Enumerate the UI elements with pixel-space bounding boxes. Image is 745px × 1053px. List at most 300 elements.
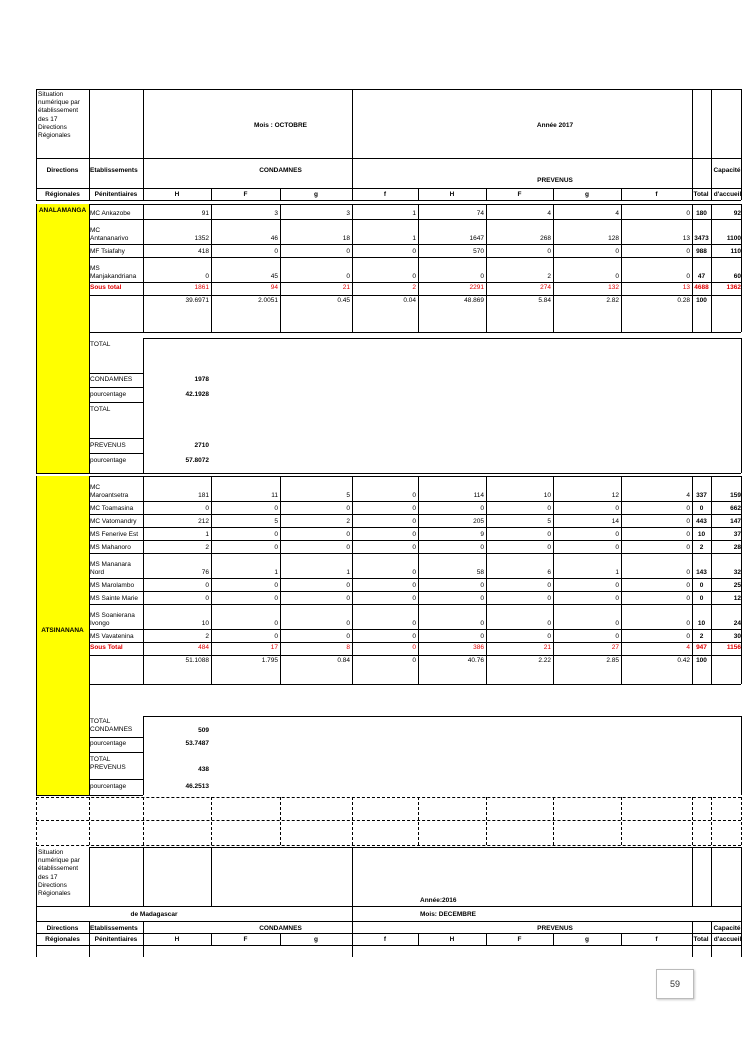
value-cell: 0 xyxy=(346,273,350,280)
value-cell: 570 xyxy=(473,248,484,255)
rule-line xyxy=(36,553,37,578)
percent-total: 100 xyxy=(696,297,707,304)
rule-line xyxy=(36,332,37,473)
summary-value: 53.7487 xyxy=(185,740,209,747)
rule-line xyxy=(143,89,144,200)
summary-label: TOTAL xyxy=(90,406,111,413)
capacite-header: Capacité xyxy=(713,167,741,174)
rule-line xyxy=(741,527,742,540)
establishment-name: MS Vavatenina xyxy=(90,632,134,640)
rule-line xyxy=(741,244,742,257)
rule-line xyxy=(89,604,741,605)
rule-line xyxy=(89,295,741,296)
value-cell: 0 xyxy=(480,544,484,551)
rule-line xyxy=(352,89,353,200)
value-cell: 45 xyxy=(270,273,278,280)
col-header-2: F xyxy=(243,936,248,943)
percent-cell: 2.82 xyxy=(606,297,619,304)
value-cell: 0 xyxy=(686,505,690,512)
value-cell: 0 xyxy=(412,505,416,512)
situation-title: Situation numérique par établissement des 17 Directions Régionales xyxy=(38,91,80,140)
percent-cell: 2.22 xyxy=(538,657,551,664)
total-cell: 10 xyxy=(697,620,706,627)
percent-cell: 2.0051 xyxy=(258,297,278,304)
subtotal-cell: 94 xyxy=(270,284,278,291)
subtotal-total: 947 xyxy=(696,644,707,651)
value-cell: 128 xyxy=(608,235,619,242)
value-cell: 76 xyxy=(201,569,209,576)
value-cell: 181 xyxy=(198,492,209,499)
value-cell: 0 xyxy=(547,505,551,512)
rule-line xyxy=(89,244,741,245)
establishment-name: MS Mananara Nord xyxy=(90,560,131,576)
percent-cell: 51.1088 xyxy=(185,657,209,664)
percent-cell: 0 xyxy=(412,657,416,664)
value-cell: 0 xyxy=(615,248,619,255)
directions-header: Directions xyxy=(46,167,79,174)
value-cell: 0 xyxy=(412,518,416,525)
rule-line xyxy=(36,921,741,922)
rule-line xyxy=(89,553,741,554)
rule-line xyxy=(36,540,37,553)
subtotal-capacity: 1362 xyxy=(726,284,741,291)
value-cell: 0 xyxy=(686,582,690,589)
rule-line xyxy=(36,158,741,159)
value-cell: 3 xyxy=(274,210,278,217)
subtotal-cell: 21 xyxy=(342,284,350,291)
rule-line xyxy=(89,257,741,258)
rule-line xyxy=(36,527,37,540)
rule-line xyxy=(36,282,37,295)
rule-line xyxy=(692,797,693,845)
value-cell: 0 xyxy=(480,633,484,640)
rule-line xyxy=(89,438,143,439)
value-cell: 0 xyxy=(547,248,551,255)
accueil-header: d'accueil xyxy=(713,191,742,198)
rule-line xyxy=(36,200,741,201)
value-cell: 0 xyxy=(686,544,690,551)
value-cell: 9 xyxy=(480,531,484,538)
summary-label: PREVENUS xyxy=(90,442,126,449)
value-cell: 46 xyxy=(270,235,278,242)
rule-line xyxy=(143,847,144,906)
value-cell: 0 xyxy=(412,492,416,499)
rule-line xyxy=(711,89,741,90)
rule-line xyxy=(89,540,741,541)
rule-line xyxy=(741,629,742,642)
col-header-2: g xyxy=(314,936,318,943)
page-number: 59 xyxy=(656,969,694,999)
value-cell: 4 xyxy=(686,492,690,499)
value-cell: 0 xyxy=(686,210,690,217)
value-cell: 0 xyxy=(346,544,350,551)
value-cell: 2 xyxy=(205,544,209,551)
establishment-name: MC Maroantsetra xyxy=(90,483,129,499)
rule-line xyxy=(89,402,143,403)
rule-line xyxy=(280,797,281,845)
value-cell: 18 xyxy=(342,235,350,242)
value-cell: 0 xyxy=(547,582,551,589)
value-cell: 91 xyxy=(201,210,209,217)
establishment-name: MS Soanierana Ivongo xyxy=(90,611,135,627)
value-cell: 74 xyxy=(476,210,484,217)
subtotal-cell: 484 xyxy=(198,644,209,651)
rule-line xyxy=(89,527,741,528)
penitentiaires-header: Pénitentiaires xyxy=(94,191,138,198)
rule-line xyxy=(36,933,741,934)
value-cell: 0 xyxy=(346,620,350,627)
subtotal-cell: 21 xyxy=(543,644,551,651)
condamnes-header: CONDAMNES xyxy=(259,167,302,174)
total-cell: 337 xyxy=(696,492,707,499)
region-name: ATSINANANA xyxy=(41,627,84,634)
value-cell: 0 xyxy=(412,531,416,538)
rule-line xyxy=(211,188,212,200)
rule-line xyxy=(36,655,37,684)
value-cell: 2 xyxy=(346,518,350,525)
rule-line xyxy=(741,642,742,655)
value-cell: 5 xyxy=(274,518,278,525)
total-cell: 0 xyxy=(699,505,704,512)
rule-line xyxy=(36,514,37,527)
situation-title-2: Situation numérique par établissement des 17 Directions Régionales xyxy=(38,849,80,898)
value-cell: 0 xyxy=(205,273,209,280)
summary-value: 46.2513 xyxy=(185,783,209,790)
total-cell: 3473 xyxy=(694,235,709,242)
col-header: H xyxy=(449,191,455,198)
accueil-header-2: d'accueil xyxy=(713,936,742,943)
rule-line xyxy=(211,797,212,845)
value-cell: 0 xyxy=(412,544,416,551)
total-cell: 2 xyxy=(699,633,704,640)
rule-line xyxy=(89,779,143,780)
rule-line xyxy=(89,655,741,656)
prevenus-header-2: PREVENUS xyxy=(537,925,573,932)
rule-line xyxy=(741,219,742,244)
summary-value: 42.1928 xyxy=(185,391,209,398)
value-cell: 0 xyxy=(346,505,350,512)
summary-value: 2710 xyxy=(194,442,209,449)
establishment-name: MC Vatomandry xyxy=(90,517,137,525)
value-cell: 0 xyxy=(686,531,690,538)
value-cell: 0 xyxy=(615,633,619,640)
capacity-cell: 147 xyxy=(730,518,741,525)
value-cell: 205 xyxy=(473,518,484,525)
total-cell: 0 xyxy=(699,582,704,589)
rule-line xyxy=(36,795,143,796)
rule-line xyxy=(741,578,742,591)
value-cell: 0 xyxy=(615,273,619,280)
rule-line xyxy=(741,655,742,684)
value-cell: 5 xyxy=(547,518,551,525)
subtotal-cell: 17 xyxy=(270,644,278,651)
condamnes-header-2: CONDAMNES xyxy=(259,925,302,932)
percent-cell: 5.84 xyxy=(538,297,551,304)
value-cell: 0 xyxy=(274,633,278,640)
rule-line xyxy=(621,797,622,845)
rule-line xyxy=(89,591,741,592)
month-label: Mois : OCTOBRE xyxy=(254,122,307,129)
value-cell: 114 xyxy=(473,492,484,499)
value-cell: 0 xyxy=(615,595,619,602)
rule-line xyxy=(711,797,712,845)
rule-line xyxy=(89,684,741,685)
rule-line xyxy=(36,684,37,795)
rule-line xyxy=(89,282,741,283)
subtotal-cell: 386 xyxy=(473,644,484,651)
total-cell: 988 xyxy=(696,248,707,255)
col-header-2: H xyxy=(449,936,455,943)
capacity-cell: 37 xyxy=(733,531,741,538)
total-header-2: Total xyxy=(693,936,709,943)
value-cell: 14 xyxy=(611,518,619,525)
value-cell: 0 xyxy=(686,633,690,640)
capacity-cell: 30 xyxy=(733,633,741,640)
value-cell: 4 xyxy=(547,210,551,217)
establishment-name: MC Ankazobe xyxy=(90,209,131,217)
summary-value: 509 xyxy=(198,727,209,734)
col-header: f xyxy=(655,191,658,198)
rule-line xyxy=(36,847,37,906)
capacity-cell: 12 xyxy=(733,595,741,602)
year-label: Année 2017 xyxy=(536,122,574,129)
rule-line xyxy=(143,716,741,717)
value-cell: 0 xyxy=(686,595,690,602)
establishment-name: MF Tsiafahy xyxy=(90,247,125,255)
summary-label: TOTAL PREVENUS xyxy=(90,756,126,772)
value-cell: 1 xyxy=(615,569,619,576)
value-cell: 3 xyxy=(346,210,350,217)
establishment-name: MC Antananarivo xyxy=(90,226,129,242)
rule-line xyxy=(36,797,741,798)
year-label-2: Année:2016 xyxy=(420,897,457,904)
rule-line xyxy=(692,89,693,200)
rule-line xyxy=(741,514,742,527)
rule-line xyxy=(89,797,90,845)
rule-line xyxy=(89,204,741,205)
value-cell: 0 xyxy=(686,620,690,627)
capacity-cell: 159 xyxy=(730,492,741,499)
percent-cell: 0.84 xyxy=(337,657,350,664)
rule-line xyxy=(36,244,37,257)
value-cell: 0 xyxy=(615,531,619,538)
value-cell: 0 xyxy=(346,248,350,255)
value-cell: 0 xyxy=(686,273,690,280)
rule-line xyxy=(36,820,741,821)
col-header: H xyxy=(174,191,180,198)
value-cell: 0 xyxy=(346,582,350,589)
percent-cell: 0.28 xyxy=(677,297,690,304)
value-cell: 268 xyxy=(540,235,551,242)
col-header: f xyxy=(383,191,387,198)
summary-label: CONDAMNES xyxy=(90,376,133,383)
value-cell: 11 xyxy=(271,492,278,499)
summary-label: TOTAL xyxy=(90,341,111,348)
value-cell: 0 xyxy=(346,595,350,602)
rule-line xyxy=(89,847,741,848)
rule-line xyxy=(741,282,742,295)
capacity-cell: 24 xyxy=(733,620,741,627)
col-header-2: F xyxy=(517,936,522,943)
value-cell: 0 xyxy=(412,582,416,589)
rule-line xyxy=(143,797,144,845)
summary-value: 57.8072 xyxy=(185,457,209,464)
rule-line xyxy=(36,945,741,946)
rule-line xyxy=(711,847,712,906)
value-cell: 418 xyxy=(198,248,209,255)
rule-line xyxy=(741,338,742,473)
value-cell: 1647 xyxy=(469,235,484,242)
value-cell: 0 xyxy=(274,505,278,512)
value-cell: 0 xyxy=(346,633,350,640)
rule-line xyxy=(36,476,37,501)
summary-label: pourcentage xyxy=(90,391,127,398)
rule-line xyxy=(741,604,742,629)
establishment-name: MS Marolambo xyxy=(90,581,135,589)
region-highlight xyxy=(36,204,89,473)
col-header-2: H xyxy=(174,936,180,943)
subtotal-cell: 274 xyxy=(540,284,551,291)
value-cell: 58 xyxy=(476,569,484,576)
total-cell: 0 xyxy=(699,595,704,602)
col-header-2: g xyxy=(585,936,589,943)
summary-label: pourcentage xyxy=(90,783,127,790)
rule-line xyxy=(280,188,281,200)
subtotal-cell: 0 xyxy=(412,644,416,651)
value-cell: 6 xyxy=(547,569,551,576)
subtotal-total: 4688 xyxy=(694,284,709,291)
subtotal-capacity: 1156 xyxy=(726,644,741,651)
establishment-name: MS Mahanoro xyxy=(90,543,131,551)
rule-line xyxy=(36,89,37,200)
rule-line xyxy=(418,188,419,200)
rule-line xyxy=(621,188,622,200)
region-name: ANALAMANGA xyxy=(38,207,87,214)
value-cell: 0 xyxy=(615,544,619,551)
rule-line xyxy=(89,578,741,579)
subtotal-cell: 4 xyxy=(686,644,690,651)
rule-line xyxy=(711,295,712,332)
rule-line xyxy=(36,295,37,332)
total-cell: 10 xyxy=(697,531,706,538)
rule-line xyxy=(89,655,90,684)
rule-line xyxy=(36,906,741,907)
value-cell: 0 xyxy=(547,531,551,538)
capacity-cell: 60 xyxy=(733,273,741,280)
summary-label: pourcentage xyxy=(90,457,127,464)
value-cell: 0 xyxy=(205,595,209,602)
rule-line xyxy=(89,737,143,738)
percent-cell: 0.42 xyxy=(677,657,690,664)
value-cell: 0 xyxy=(205,505,209,512)
capacity-cell: 1100 xyxy=(726,235,741,242)
value-cell: 0 xyxy=(615,620,619,627)
subtotal-cell: 1861 xyxy=(194,284,209,291)
subtotal-cell: 2 xyxy=(412,284,416,291)
subtotal-cell: 27 xyxy=(611,644,619,651)
rule-line xyxy=(741,553,742,578)
col-header: g xyxy=(314,191,318,198)
value-cell: 0 xyxy=(480,595,484,602)
etablissements-header: Etablissements xyxy=(90,167,138,174)
rule-line xyxy=(89,387,143,388)
rule-line xyxy=(89,373,143,374)
value-cell: 0 xyxy=(412,569,416,576)
subtotal-label: Sous total xyxy=(90,284,122,291)
value-cell: 0 xyxy=(686,518,690,525)
rule-line xyxy=(741,797,742,845)
col-header: F xyxy=(243,191,248,198)
value-cell: 2 xyxy=(547,273,551,280)
de-madagascar: de Madagascar xyxy=(130,911,178,918)
rule-line xyxy=(741,591,742,604)
rule-line xyxy=(89,295,90,332)
value-cell: 5 xyxy=(346,492,350,499)
rule-line xyxy=(89,332,741,333)
establishment-name: MC Toamasina xyxy=(90,504,134,512)
rule-line xyxy=(36,845,741,846)
rule-line xyxy=(36,591,37,604)
percent-total: 100 xyxy=(696,657,707,664)
value-cell: 4 xyxy=(615,210,619,217)
value-cell: 0 xyxy=(274,620,278,627)
value-cell: 0 xyxy=(615,505,619,512)
rule-line xyxy=(89,847,90,906)
rule-line xyxy=(741,204,742,219)
rule-line xyxy=(143,338,741,339)
rule-line xyxy=(36,89,711,90)
value-cell: 0 xyxy=(686,569,690,576)
summary-label: TOTAL CONDAMNES xyxy=(90,718,133,734)
directions-header-2: Directions xyxy=(46,925,79,932)
summary-value: 1978 xyxy=(194,376,209,383)
total-header: Total xyxy=(693,191,709,198)
subtotal-cell: 8 xyxy=(346,644,350,651)
rule-line xyxy=(486,188,487,200)
percent-cell: 2.85 xyxy=(606,657,619,664)
summary-value: 438 xyxy=(198,766,209,773)
value-cell: 0 xyxy=(412,273,416,280)
col-header: g xyxy=(585,191,589,198)
rule-line xyxy=(89,642,741,643)
value-cell: 0 xyxy=(615,582,619,589)
value-cell: 0 xyxy=(547,620,551,627)
month-label-2: Mois: DECEMBRE xyxy=(420,911,476,918)
rule-line xyxy=(352,797,353,845)
value-cell: 1 xyxy=(205,531,209,538)
total-cell: 47 xyxy=(697,273,706,280)
subtotal-cell: 132 xyxy=(608,284,619,291)
value-cell: 1352 xyxy=(194,235,209,242)
percent-cell: 40.76 xyxy=(467,657,484,664)
regionales-header: Régionales xyxy=(45,191,80,198)
rule-line xyxy=(711,89,712,200)
value-cell: 0 xyxy=(412,620,416,627)
subtotal-cell: 2291 xyxy=(469,284,484,291)
rule-line xyxy=(36,578,37,591)
regionales-header-2: Régionales xyxy=(45,936,80,943)
rule-line xyxy=(741,476,742,501)
value-cell: 0 xyxy=(412,595,416,602)
value-cell: 0 xyxy=(547,633,551,640)
rule-line xyxy=(741,540,742,553)
establishment-name: MS Fenerive Est xyxy=(90,530,139,538)
rule-line xyxy=(89,514,741,515)
rule-line xyxy=(89,501,741,502)
capacity-cell: 32 xyxy=(733,569,741,576)
col-header: F xyxy=(517,191,522,198)
percent-cell: 48.869 xyxy=(464,297,484,304)
